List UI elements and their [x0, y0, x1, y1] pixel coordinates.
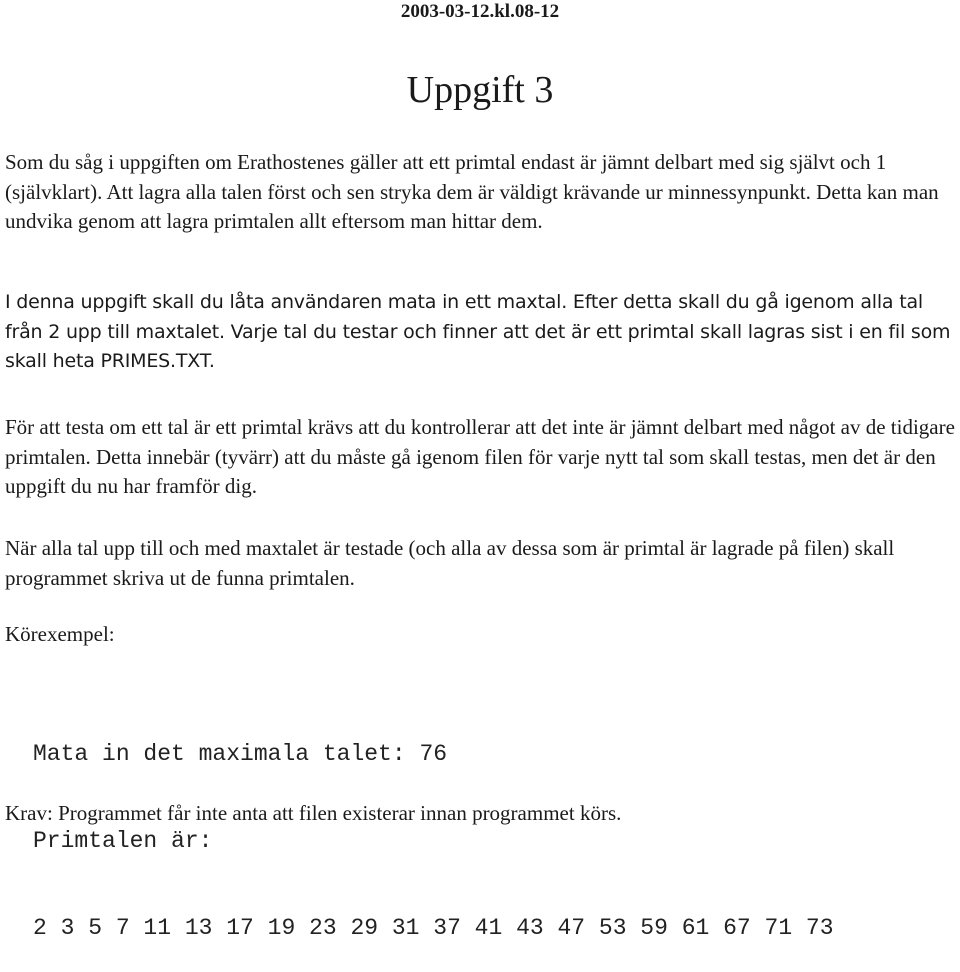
- code-result-label: Primtalen är:: [33, 828, 213, 854]
- code-primes-line: 2 3 5 7 11 13 17 19 23 29 31 37 41 43 47 53 59 61 67 71 73: [33, 915, 834, 941]
- requirement-paragraph: Krav: Programmet får inte anta att filen existerar innan programmet körs.: [5, 801, 622, 825]
- output-paragraph: När alla tal upp till och med maxtalet är testade (och alla av dessa som är primtal är lagrade på filen) skall programmet skriva ut de funna primtalen.: [5, 536, 895, 590]
- code-prompt-line: Mata in det maximala talet: 76: [33, 741, 448, 767]
- intro-paragraph: Som du såg i uppgiften om Erathostenes gäller att ett primtal endast är jämnt delbart med sig självt och 1 (självklart). Att lagra alla talen först och sen stryka dem är väldigt krävande ur minnessynpunkt. Detta kan man undvika genom att lagra primtalen allt eftersom man hittar dem.: [5, 150, 939, 233]
- document-header-date: 2003-03-12.kl.08-12: [400, 1, 560, 22]
- task-paragraph: I denna uppgift skall du låta användaren mata in ett maxtal. Efter detta skall du gå igenom alla tal från 2 upp till maxtalet. Varje tal du testar och finner att det är ett primtal skall lagras sist i en fil som skall heta PRIMES.TXT.: [5, 291, 951, 372]
- test-paragraph: För att testa om ett tal är ett primtal krävs att du kontrollerar att det inte är jämnt delbart med något av de tidigare primtalen. Detta innebär (tyvärr) att du måste gå igenom filen för varje nytt tal som skall testas, men det är den uppgift du nu har framför dig.: [5, 415, 955, 498]
- example-label: Körexempel:: [5, 622, 115, 646]
- page-title: Uppgift 3: [406, 69, 554, 111]
